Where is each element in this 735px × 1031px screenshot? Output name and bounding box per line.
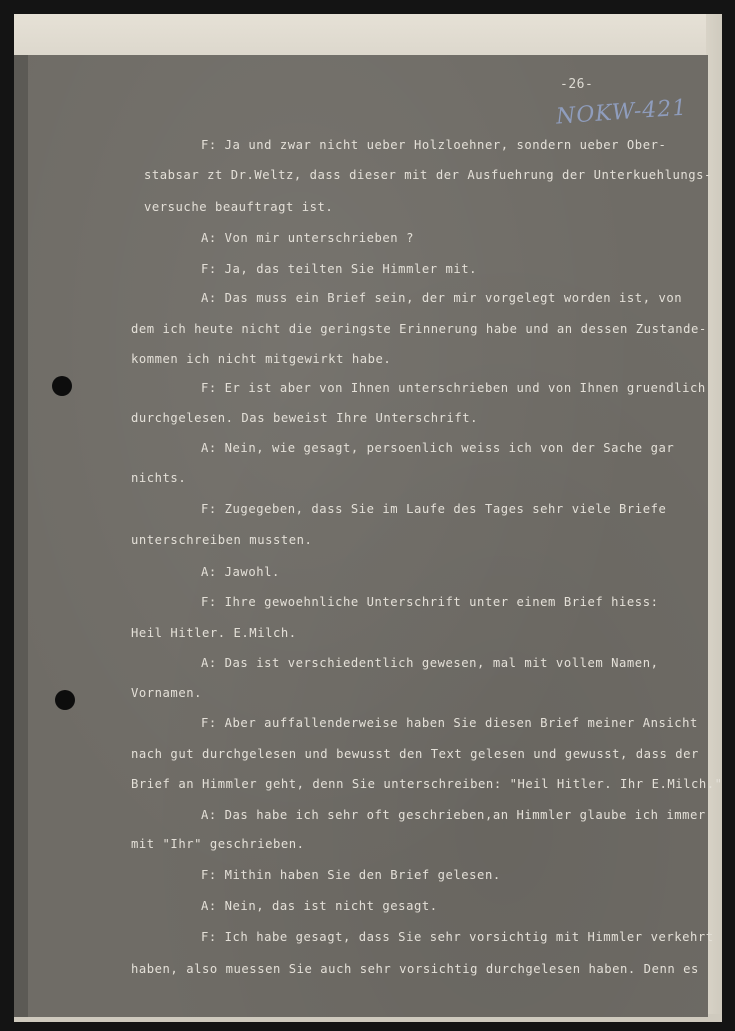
text-line: F: Ich habe gesagt, dass Sie sehr vorsichtig mit Himmler verkehrt <box>201 930 714 944</box>
text-line: F: Ja, das teilten Sie Himmler mit. <box>201 262 478 276</box>
text-line: kommen ich nicht mitgewirkt habe. <box>131 352 392 366</box>
text-line: Vornamen. <box>131 686 202 700</box>
punch-hole-icon <box>52 376 72 396</box>
text-line: F: Zugegeben, dass Sie im Laufe des Tages sehr viele Briefe <box>201 502 667 516</box>
text-line: A: Das ist verschiedentlich gewesen, mal mit vollem Namen, <box>201 656 659 670</box>
text-line: unterschreiben mussten. <box>131 533 313 547</box>
text-line: dem ich heute nicht die geringste Erinnerung habe und an dessen Zustande- <box>131 322 707 336</box>
handwritten-document-reference: NOKW-421 <box>555 95 689 130</box>
text-line: nach gut durchgelesen und bewusst den Text gelesen und gewusst, dass der <box>131 747 699 761</box>
text-line: Heil Hitler. E.Milch. <box>131 626 297 640</box>
punch-hole-icon <box>55 690 75 710</box>
text-line: versuche beauftragt ist. <box>144 200 334 214</box>
page-number: -26- <box>560 77 594 92</box>
text-line: A: Nein, wie gesagt, persoenlich weiss ich von der Sache gar <box>201 441 675 455</box>
text-line: F: Mithin haben Sie den Brief gelesen. <box>201 868 501 882</box>
text-line: A: Nein, das ist nicht gesagt. <box>201 899 438 913</box>
text-line: nichts. <box>131 471 187 485</box>
text-line: F: Aber auffallenderweise haben Sie diesen Brief meiner Ansicht <box>201 716 698 730</box>
text-line: A: Das muss ein Brief sein, der mir vorgelegt worden ist, von <box>201 291 683 305</box>
text-line: Brief an Himmler geht, denn Sie unterschreiben: "Heil Hitler. Ihr E.Milch." <box>131 777 723 791</box>
text-line: F: Ihre gewoehnliche Unterschrift unter einem Brief hiess: <box>201 595 659 609</box>
paper-left-edge <box>14 55 28 1017</box>
text-line: F: Er ist aber von Ihnen unterschrieben und von Ihnen gruendlich <box>201 381 706 395</box>
text-line: mit "Ihr" geschrieben. <box>131 837 305 851</box>
paper-right-edge <box>706 14 722 1018</box>
text-line: haben, also muessen Sie auch sehr vorsichtig durchgelesen haben. Denn es <box>131 962 699 976</box>
text-line: stabsar zt Dr.Weltz, dass dieser mit der Ausfuehrung der Unterkuehlungs- <box>144 168 712 182</box>
text-line: F: Ja und zwar nicht ueber Holzloehner, sondern ueber Ober- <box>201 138 667 152</box>
text-line: A: Das habe ich sehr oft geschrieben,an Himmler glaube ich immer <box>201 808 706 822</box>
text-line: A: Jawohl. <box>201 565 280 579</box>
text-line: durchgelesen. Das beweist Ihre Unterschrift. <box>131 411 479 425</box>
text-line: A: Von mir unterschrieben ? <box>201 231 414 245</box>
paper-top-strip <box>14 14 720 58</box>
